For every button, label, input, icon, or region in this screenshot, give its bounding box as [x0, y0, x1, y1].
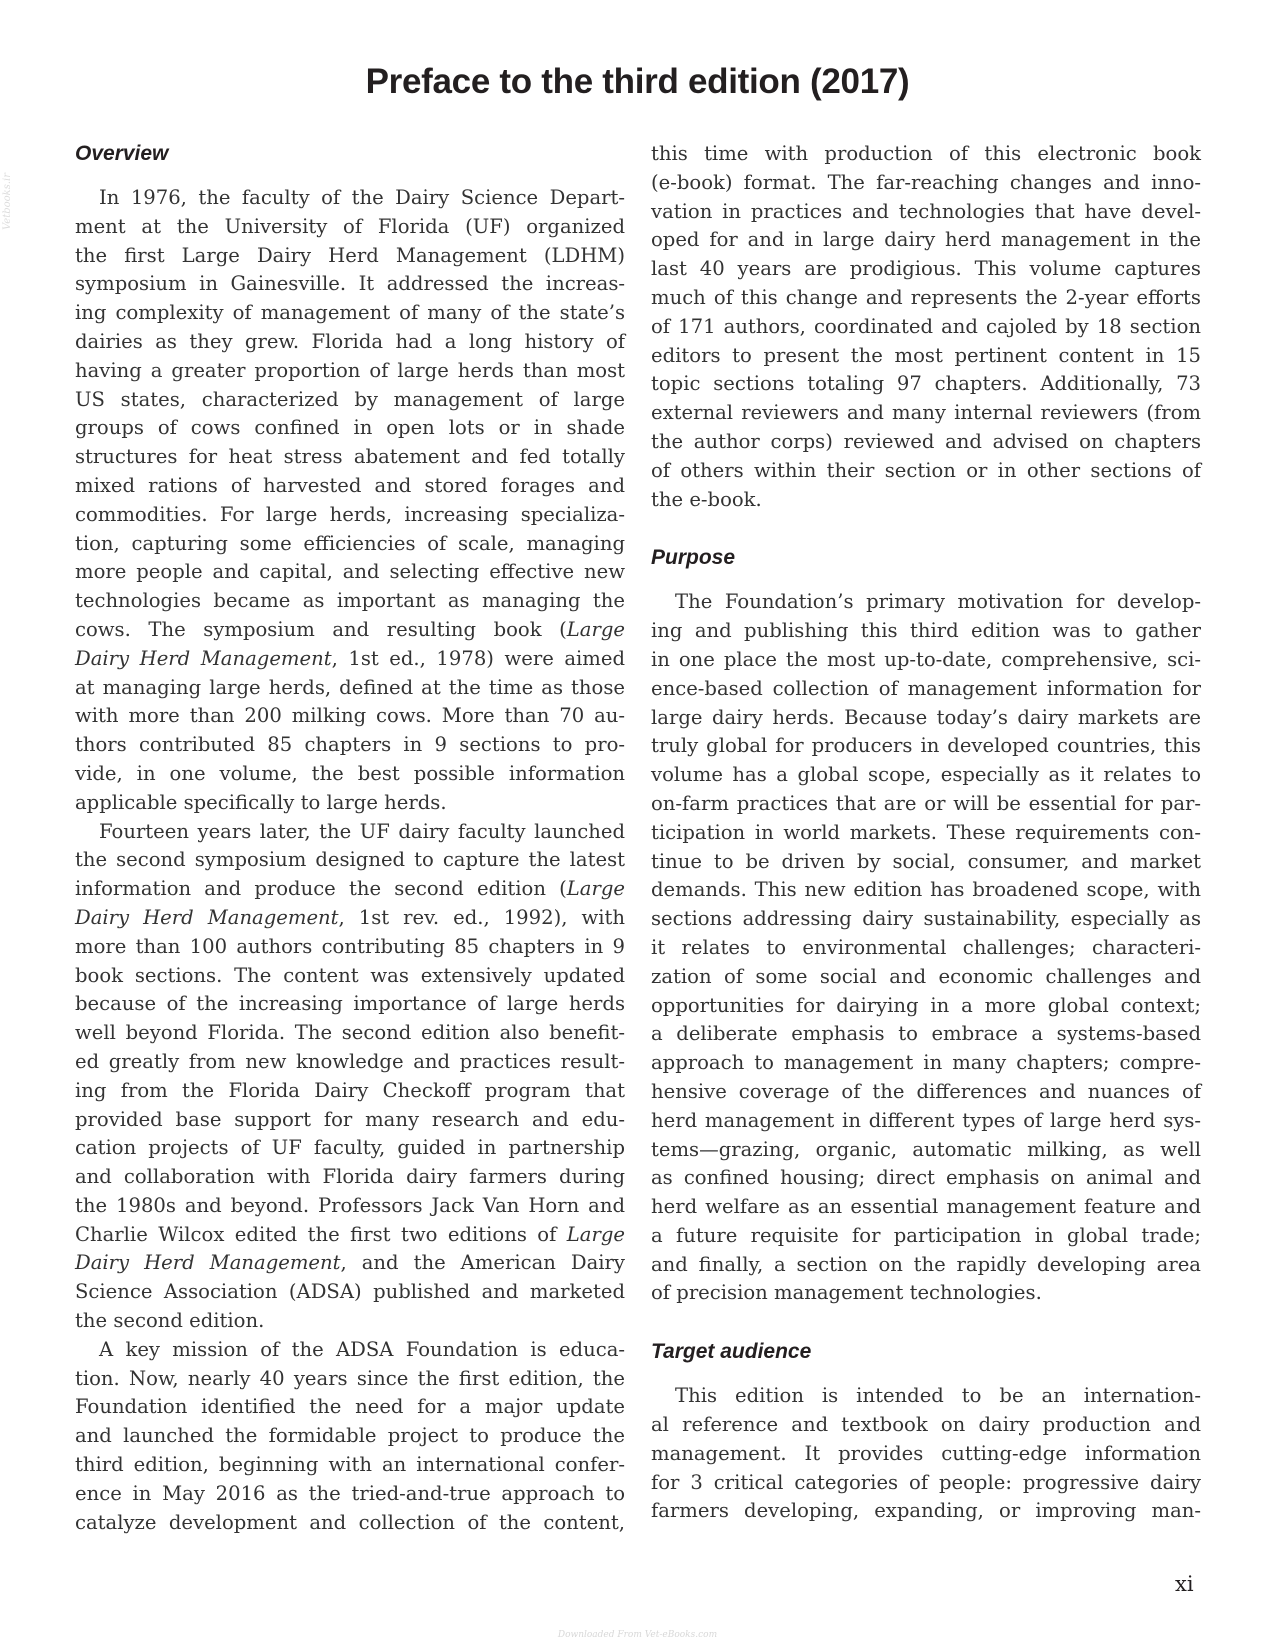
overview-paragraph-2: Fourteen years later, the UF dairy faculty launched the second symposium designed to capture the latest information and produce the second edition (Large Dairy Herd Management, 1st rev. ed., 1992), with more than 100 authors contributing 85 chapters in 9 book sections. The content was extensively updated because of the increasing importance of large herds well beyond Florida. The second edition also benefit- ed greatly from new knowledge and practices result- ing from the Florida Dairy Checkoff program that provided base support for many research and edu- cation projects of UF faculty, guided in partnership and collaboration with Florida dairy farmers during the 1980s and beyond. Professors Jack Van Horn and Charlie Wilcox edited the first two editions of Large Dairy Herd Management, and the American Dairy Science Association (ADSA) published and marketed the second edition.: [75, 819, 625, 1333]
right-column: [651, 140, 1201, 1526]
page-number: xi: [1175, 1572, 1194, 1596]
page-title: Preface to the third edition (2017): [365, 62, 910, 101]
purpose-heading: Purpose: [651, 546, 736, 570]
side-watermark: Vetbooks.ir: [2, 172, 13, 230]
overview-paragraph-3: A key mission of the ADSA Foundation is educa- tion. Now, nearly 40 years since the first edition, the Foundation identified the need for a major update and launched the formidable project to produce the third edition, beginning with an international confer- ence in May 2016 as the tried-and-true approach to catalyze development and collection of the content,: [75, 1337, 625, 1534]
target-audience-heading: Target audience: [651, 1340, 812, 1364]
purpose-paragraph: The Foundation’s primary motivation for develop- ing and publishing this third edition was to gather in one place the most up-to-date, comprehensive, sci- ence-based collection of management information for large dairy herds. Because today’s dairy markets are truly global for producers in developed countries, this volume has a global scope, especially as it relates to on-farm practices that are or will be essential for par- ticipation in world markets. These requirements con- tinue to be driven by social, consumer, and market demands. This new edition has broadened scope, with sections addressing dairy sustainability, especially as it relates to environmental challenges; characteri- zation of some social and economic challenges and opportunities for dairying in a more global context; a deliberate emphasis to embrace a systems-based approach to management in many chapters; compre- hensive coverage of the differences and nuances of herd management in different types of large herd sys- tems—grazing, organic, automatic milking, as well as confined housing; direct emphasis on animal and herd welfare as an essential management feature and a future requisite for participation in global trade; and finally, a section on the rapidly developing area of precision management technologies.: [651, 590, 1201, 1305]
overview-paragraph-1: In 1976, the faculty of the Dairy Science Depart- ment at the University of Florida (UF) organized the first Large Dairy Herd Management (LDHM) symposium in Gainesville. It addressed the increas- ing complexity of management of many of the state’s dairies as they grew. Florida had a long history of having a greater proportion of large herds than most US states, characterized by management of large groups of cows confined in open lots or in shade structures for heat stress abatement and fed totally mixed rations of harvested and stored forages and commodities. For large herds, increasing specializa- tion, capturing some efficiencies of scale, managing more people and capital, and selecting effective new technologies became as important as managing the cows. The symposium and resulting book (Large Dairy Herd Management, 1st ed., 1978) were aimed at managing large herds, defined at the time as those with more than 200 milking cows. More than 70 au- thors contributed 85 chapters in 9 sections to pro- vide, in one volume, the best possible information applicable specifically to large herds.: [75, 186, 625, 814]
left-column: [75, 140, 625, 1537]
target-audience-paragraph: This edition is intended to be an internation- al reference and textbook on dairy production and management. It provides cutting-edge information for 3 critical categories of people: progressive dairy farmers developing, expanding, or improving man-: [651, 1384, 1201, 1523]
overview-heading: Overview: [75, 142, 169, 165]
overview-paragraph-3-continued: this time with production of this electronic book (e-book) format. The far-reaching changes and inno- vation in practices and technologies that have devel- oped for and in large dairy herd management in the last 40 years are prodigious. This volume captures much of this change and represents the 2-year efforts of 171 authors, coordinated and cajoled by 18 section editors to present the most pertinent content in 15 topic sections totaling 97 chapters. Additionally, 73 external reviewers and many internal reviewers (from the author corps) reviewed and advised on chapters of others within their section or in other sections of the e-book.: [651, 142, 1201, 511]
bottom-watermark: Downloaded From Vet-eBooks.com: [557, 1630, 718, 1640]
